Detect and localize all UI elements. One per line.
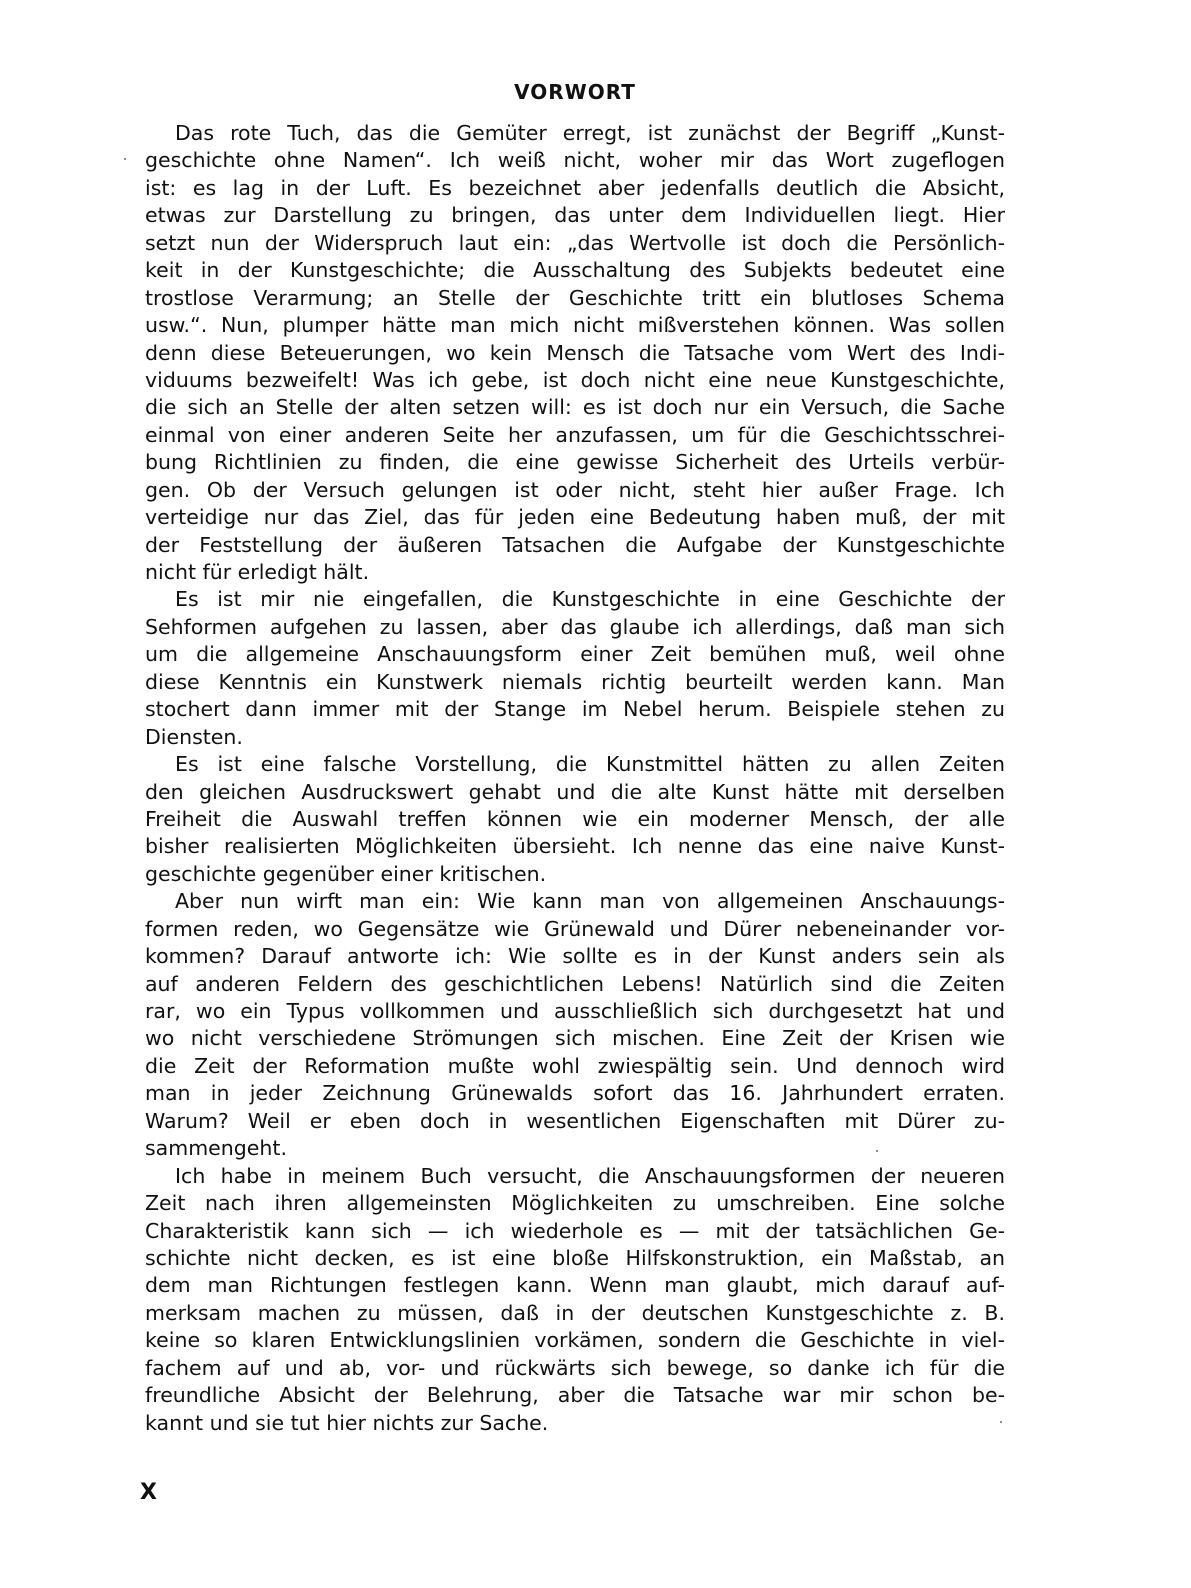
text-line: trostlose Verarmung; an Stelle der Geschichte tritt ein blutloses Schema [145, 285, 1005, 310]
text-line: merksam machen zu müssen, daß in der deutschen Kunstgeschichte z. B. [145, 1300, 1005, 1325]
text-line: sammengeht. [145, 1136, 287, 1161]
text-line: Diensten. [145, 724, 243, 749]
paragraph [145, 1163, 1005, 1437]
text-line: den gleichen Ausdruckswert gehabt und die alte Kunst hätte mit derselben [145, 779, 1005, 804]
text-line: geschichte ohne Namen“. Ich weiß nicht, woher mir das Wort zugeflogen [145, 148, 1005, 173]
text-line: ist: es lag in der Luft. Es bezeichnet aber jedenfalls deutlich die Absicht, [145, 175, 1005, 200]
text-line: Ich habe in meinem Buch versucht, die Anschauungsformen der neueren [175, 1163, 1005, 1188]
scan-speck [1000, 1421, 1002, 1423]
text-line: freundliche Absicht der Belehrung, aber die Tatsache war mir schon be- [145, 1383, 1005, 1408]
text-line: man in jeder Zeichnung Grünewalds sofort das 16. Jahrhundert erraten. [145, 1081, 1005, 1106]
text-line: keine so klaren Entwicklungslinien vorkämen, sondern die Geschichte in viel- [145, 1328, 1005, 1353]
paragraph [145, 120, 1005, 586]
text-line: Warum? Weil er eben doch in wesentlichen Eigenschaften mit Dürer zu- [145, 1108, 1005, 1133]
text-line: wo nicht verschiedene Strömungen sich mischen. Eine Zeit der Krisen wie [145, 1026, 1005, 1051]
paragraph [145, 751, 1005, 888]
text-line: Es ist eine falsche Vorstellung, die Kunstmittel hätten zu allen Zeiten [175, 752, 1005, 777]
text-line: bisher realisierten Möglichkeiten übersieht. Ich nenne das eine naive Kunst- [145, 834, 1005, 859]
page-heading: VORWORT [514, 80, 636, 104]
page-number: X [140, 1480, 157, 1505]
text-line: Sehformen aufgehen zu lassen, aber das glaube ich allerdings, daß man sich [145, 614, 1005, 639]
paragraph [145, 888, 1005, 1162]
text-line: bung Richtlinien zu finden, die eine gewisse Sicherheit des Urteils verbür- [145, 450, 1005, 475]
text-line: auf anderen Feldern des geschichtlichen Lebens! Natürlich sind die Zeiten [145, 971, 1005, 996]
text-line: die sich an Stelle der alten setzen will: es ist doch nur ein Versuch, die Sache [145, 395, 1005, 420]
text-line: schichte nicht decken, es ist eine bloße Hilfskonstruktion, ein Maßstab, an [145, 1245, 1005, 1270]
text-line: die Zeit der Reformation mußte wohl zwiespältig sein. Und dennoch wird [145, 1053, 1005, 1078]
text-line: formen reden, wo Gegensätze wie Grünewald und Dürer nebeneinander vor- [145, 916, 1005, 941]
scan-speck [876, 1150, 878, 1152]
paragraph [145, 586, 1005, 751]
text-line: keit in der Kunstgeschichte; die Ausschaltung des Subjekts bedeutet eine [145, 258, 1005, 283]
text-line: setzt nun der Widerspruch laut ein: „das Wertvolle ist doch die Persönlich- [145, 230, 1005, 255]
text-line: diese Kenntnis ein Kunstwerk niemals richtig beurteilt werden kann. Man [145, 669, 1005, 694]
text-line: Aber nun wirft man ein: Wie kann man von allgemeinen Anschauungs- [175, 889, 1005, 914]
text-line: nicht für erledigt hält. [145, 560, 370, 584]
text-line: um die allgemeine Anschauungsform einer Zeit bemühen muß, weil ohne [145, 642, 1005, 667]
scan-speck [124, 158, 126, 160]
text-line: kannt und sie tut hier nichts zur Sache. [145, 1410, 549, 1435]
text-line: denn diese Beteuerungen, wo kein Mensch die Tatsache vom Wert des Indi- [145, 340, 1005, 365]
text-line: kommen? Darauf antworte ich: Wie sollte es in der Kunst anders sein als [145, 944, 1005, 969]
text-line: viduums bezweifelt! Was ich gebe, ist doch nicht eine neue Kunstgeschichte, [145, 367, 1005, 392]
text-line: verteidige nur das Ziel, das für jeden eine Bedeutung haben muß, der mit [145, 505, 1005, 530]
text-line: Charakteristik kann sich — ich wiederhole es — mit der tatsächlichen Ge- [145, 1218, 1005, 1243]
body-text [145, 120, 1005, 1437]
text-line: rar, wo ein Typus vollkommen und ausschließlich sich durchgesetzt hat und [145, 999, 1005, 1023]
text-line: Das rote Tuch, das die Gemüter erregt, ist zunächst der Begriff „Kunst- [175, 121, 1005, 145]
text-line: stochert dann immer mit der Stange im Nebel herum. Beispiele stehen zu [145, 697, 1005, 722]
text-line: gen. Ob der Versuch gelungen ist oder nicht, steht hier außer Frage. Ich [145, 477, 1005, 502]
text-line: Zeit nach ihren allgemeinsten Möglichkeiten zu umschreiben. Eine solche [145, 1191, 1005, 1216]
text-line: geschichte gegenüber einer kritischen. [145, 861, 547, 886]
text-line: der Feststellung der äußeren Tatsachen die Aufgabe der Kunstgeschichte [145, 532, 1005, 557]
text-line: einmal von einer anderen Seite her anzufassen, um für die Geschichtsschrei- [145, 422, 1005, 447]
text-line: dem man Richtungen festlegen kann. Wenn man glaubt, mich darauf auf- [145, 1273, 1005, 1298]
text-line: etwas zur Darstellung zu bringen, das unter dem Individuellen liegt. Hier [145, 203, 1005, 228]
text-line: Es ist mir nie eingefallen, die Kunstgeschichte in eine Geschichte der [175, 587, 1005, 612]
text-line: fachem auf und ab, vor- und rückwärts sich bewege, so danke ich für die [145, 1355, 1005, 1380]
text-line: usw.“. Nun, plumper hätte man mich nicht mißverstehen können. Was sollen [145, 313, 1005, 338]
text-line: Freiheit die Auswahl treffen können wie ein moderner Mensch, der alle [145, 806, 1005, 831]
